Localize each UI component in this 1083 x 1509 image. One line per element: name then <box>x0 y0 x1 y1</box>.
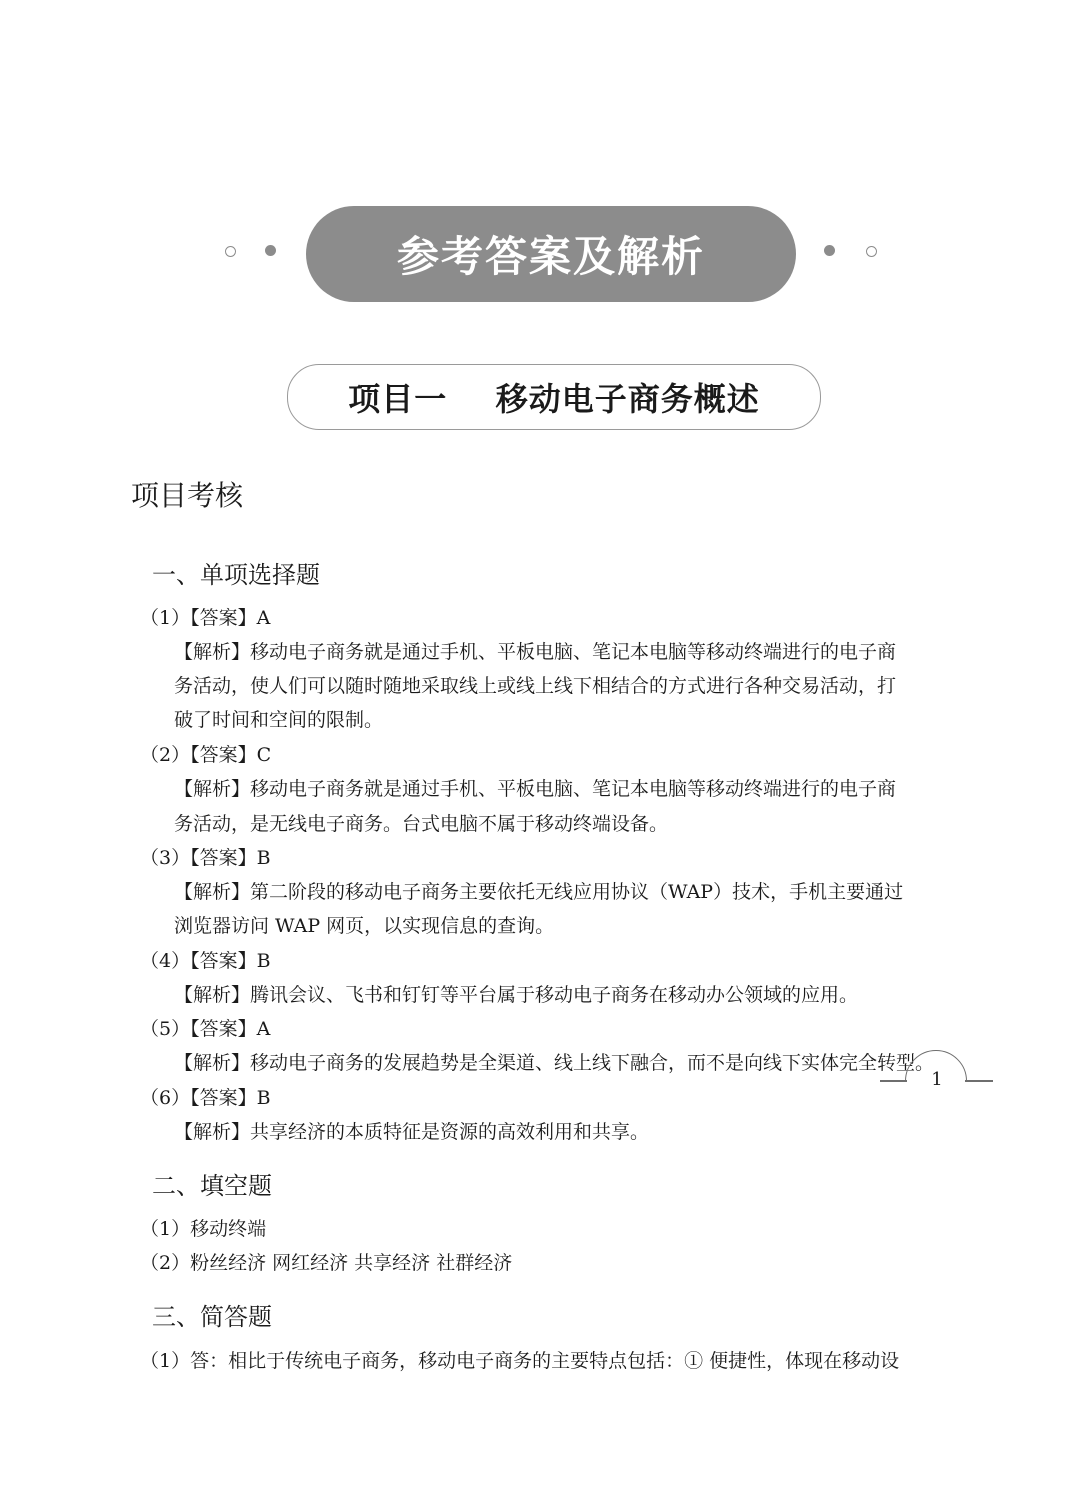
analysis-line: 【解析】移动电子商务的发展趋势是全渠道、线上线下融合，而不是向线下实体完全转型。 <box>174 1052 935 1074</box>
answer-line: （2）【答案】C <box>140 744 272 766</box>
footer-rule-right <box>965 1080 993 1082</box>
decor-dot-right-outer <box>866 246 877 257</box>
fill-answer-line: （2）粉丝经济 网红经济 共享经济 社群经济 <box>140 1252 513 1274</box>
answer-line: （1）【答案】A <box>140 607 271 629</box>
page-number: 1 <box>931 1069 943 1090</box>
decor-dot-left-inner <box>265 245 276 256</box>
chapter-title-pill <box>287 364 821 430</box>
fill-answer-line: （1）移动终端 <box>140 1218 267 1240</box>
short-answer-line: （1）答：相比于传统电子商务，移动电子商务的主要特点包括：① 便捷性，体现在移动设 <box>140 1350 900 1372</box>
analysis-line: 【解析】腾讯会议、飞书和钉钉等平台属于移动电子商务在移动办公领域的应用。 <box>174 984 859 1006</box>
decor-dot-right-inner <box>824 245 835 256</box>
answers-banner <box>306 206 796 302</box>
footer-rule-left <box>880 1080 907 1082</box>
chapter-title: 项目一 移动电子商务概述 <box>348 380 760 418</box>
analysis-line: 破了时间和空间的限制。 <box>174 709 384 731</box>
analysis-line: 【解析】第二阶段的移动电子商务主要依托无线应用协议（WAP）技术，手机主要通过 <box>174 881 904 903</box>
analysis-line: 【解析】移动电子商务就是通过手机、平板电脑、笔记本电脑等移动终端进行的电子商 <box>174 641 897 663</box>
section-heading: 项目考核 <box>131 479 244 512</box>
analysis-line: 【解析】移动电子商务就是通过手机、平板电脑、笔记本电脑等移动终端进行的电子商 <box>174 778 897 800</box>
part2-heading: 二、填空题 <box>152 1172 272 1200</box>
answer-line: （5）【答案】A <box>140 1018 271 1040</box>
analysis-line: 浏览器访问 WAP 网页，以实现信息的查询。 <box>174 915 555 937</box>
part3-heading: 三、简答题 <box>152 1303 272 1331</box>
analysis-line: 务活动，是无线电子商务。台式电脑不属于移动终端设备。 <box>174 813 669 835</box>
analysis-line: 【解析】共享经济的本质特征是资源的高效利用和共享。 <box>174 1121 650 1143</box>
answer-line: （6）【答案】B <box>140 1087 271 1109</box>
analysis-line: 务活动，使人们可以随时随地采取线上或线上线下相结合的方式进行各种交易活动，打 <box>174 675 897 697</box>
part1-heading: 一、单项选择题 <box>152 561 320 589</box>
banner-title: 参考答案及解析 <box>396 232 705 281</box>
decor-dot-left-outer <box>225 246 236 257</box>
answer-line: （4）【答案】B <box>140 950 271 972</box>
answer-line: （3）【答案】B <box>140 847 271 869</box>
